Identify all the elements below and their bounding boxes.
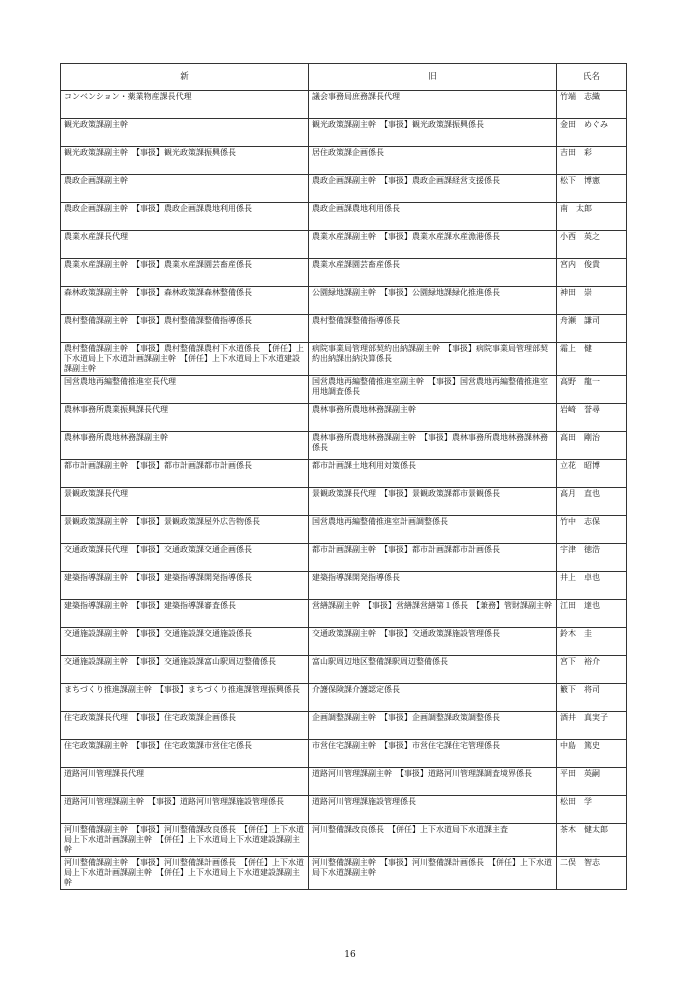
cell-old-position: 河川整備課副主幹 【事扱】河川整備課計画係長 【併任】上下水道局下水道課副主幹 xyxy=(309,857,557,890)
cell-new-position: 都市計画課副主幹 【事扱】都市計画課都市計画係長 xyxy=(61,460,309,488)
cell-person-name: 酒井 真実子 xyxy=(557,712,627,740)
table-body xyxy=(61,91,627,890)
cell-old-position: 国営農地再編整備推進室計画調整係長 xyxy=(309,516,557,544)
cell-old-position: 富山駅周辺地区整備課駅周辺整備係長 xyxy=(309,656,557,684)
cell-new-position: 交通政策課長代理 【事扱】交通政策課交通企画係長 xyxy=(61,544,309,572)
cell-new-position: 農林事務所農地林務課副主幹 xyxy=(61,432,309,460)
cell-old-position: 国営農地再編整備推進室副主幹 【事扱】国営農地再編整備推進室用地調査係長 xyxy=(309,376,557,404)
cell-new-position: 農林事務所農業振興課長代理 xyxy=(61,404,309,432)
table-row xyxy=(61,376,627,404)
cell-new-position: 建築指導課副主幹 【事扱】建築指導課審査係長 xyxy=(61,600,309,628)
cell-new-position: 道路河川管理課長代理 xyxy=(61,768,309,796)
cell-new-position: 交通施設課副主幹 【事扱】交通施設課富山駅周辺整備係長 xyxy=(61,656,309,684)
column-header-new: 新 xyxy=(61,64,309,91)
cell-person-name: 江田 達也 xyxy=(557,600,627,628)
cell-new-position: 農政企画課副主幹 【事扱】農政企画課農地利用係長 xyxy=(61,203,309,231)
cell-person-name: 岩崎 誉尋 xyxy=(557,404,627,432)
table-row xyxy=(61,516,627,544)
table-row xyxy=(61,91,627,119)
cell-old-position: 介護保険課介護認定係長 xyxy=(309,684,557,712)
table-row xyxy=(61,600,627,628)
cell-old-position: 建築指導課開発指導係長 xyxy=(309,572,557,600)
table-row xyxy=(61,712,627,740)
table-row xyxy=(61,315,627,343)
cell-new-position: 交通施設課副主幹 【事扱】交通施設課交通施設係長 xyxy=(61,628,309,656)
cell-old-position: 農業水産課副主幹 【事扱】農業水産課水産漁港係長 xyxy=(309,231,557,259)
cell-new-position: 建築指導課副主幹 【事扱】建築指導課開発指導係長 xyxy=(61,572,309,600)
cell-new-position: コンベンション・薬業物産課長代理 xyxy=(61,91,309,119)
cell-person-name: 高田 剛治 xyxy=(557,432,627,460)
table-row xyxy=(61,231,627,259)
table-row xyxy=(61,147,627,175)
cell-new-position: 住宅政策課長代理 【事扱】住宅政策課企画係長 xyxy=(61,712,309,740)
cell-new-position: 景観政策課副主幹 【事扱】景観政策課屋外広告物係長 xyxy=(61,516,309,544)
cell-old-position: 公園緑地課副主幹 【事扱】公園緑地課緑化推進係長 xyxy=(309,287,557,315)
cell-person-name: 舟瀬 謙司 xyxy=(557,315,627,343)
table-row xyxy=(61,544,627,572)
cell-person-name: 霜上 健 xyxy=(557,343,627,376)
cell-person-name: 籔下 将司 xyxy=(557,684,627,712)
cell-person-name: 小西 英之 xyxy=(557,231,627,259)
table-row xyxy=(61,857,627,890)
cell-new-position: 農政企画課副主幹 xyxy=(61,175,309,203)
cell-new-position: 河川整備課副主幹 【事扱】河川整備課改良係長 【併任】上下水道局上下水道計画課副主幹 【併任】上下水道局上下水道建設課副主幹 xyxy=(61,824,309,857)
cell-new-position: 道路河川管理課副主幹 【事扱】道路河川管理課施設管理係長 xyxy=(61,796,309,824)
cell-new-position: 観光政策課副主幹 xyxy=(61,119,309,147)
cell-new-position: 景観政策課長代理 xyxy=(61,488,309,516)
cell-person-name: 立花 昭博 xyxy=(557,460,627,488)
cell-person-name: 宇津 徳浩 xyxy=(557,544,627,572)
cell-new-position: 農村整備課副主幹 【事扱】農村整備課農村下水道係長 【併任】上下水道局上下水道計画課副主幹 【併任】上下水道局上下水道建設課副主幹 xyxy=(61,343,309,376)
cell-person-name: 茶木 健太郎 xyxy=(557,824,627,857)
cell-person-name: 南 太郎 xyxy=(557,203,627,231)
cell-person-name: 竹中 志保 xyxy=(557,516,627,544)
cell-old-position: 病院事業局管理部契約出納課副主幹 【事扱】病院事業局管理部契約出納課出納決算係長 xyxy=(309,343,557,376)
table-row xyxy=(61,404,627,432)
cell-person-name: 神田 崇 xyxy=(557,287,627,315)
table-row xyxy=(61,796,627,824)
cell-old-position: 営繕課副主幹 【事扱】営繕課営繕第１係長 【兼務】管財課副主幹 xyxy=(309,600,557,628)
table-row xyxy=(61,740,627,768)
cell-person-name: 金田 めぐみ xyxy=(557,119,627,147)
cell-person-name: 竹端 志織 xyxy=(557,91,627,119)
table-row xyxy=(61,343,627,376)
cell-old-position: 河川整備課改良係長 【併任】上下水道局下水道課主査 xyxy=(309,824,557,857)
cell-new-position: 河川整備課副主幹 【事扱】河川整備課計画係長 【併任】上下水道局上下水道計画課副主幹 【併任】上下水道局上下水道建設課副主幹 xyxy=(61,857,309,890)
cell-person-name: 吉田 彩 xyxy=(557,147,627,175)
cell-old-position: 道路河川管理課副主幹 【事扱】道路河川管理課調査境界係長 xyxy=(309,768,557,796)
cell-person-name: 宮下 裕介 xyxy=(557,656,627,684)
cell-old-position: 農業水産課園芸畜産係長 xyxy=(309,259,557,287)
cell-person-name: 高野 龍一 xyxy=(557,376,627,404)
table-row xyxy=(61,628,627,656)
table-row xyxy=(61,572,627,600)
table-row xyxy=(61,768,627,796)
table-row xyxy=(61,824,627,857)
table-header-row xyxy=(61,64,627,91)
table-row xyxy=(61,203,627,231)
cell-old-position: 都市計画課副主幹 【事扱】都市計画課都市計画係長 xyxy=(309,544,557,572)
cell-new-position: 住宅政策課副主幹 【事扱】住宅政策課市営住宅係長 xyxy=(61,740,309,768)
cell-person-name: 中島 篤史 xyxy=(557,740,627,768)
cell-old-position: 農林事務所農地林務課副主幹 xyxy=(309,404,557,432)
cell-new-position: 農業水産課副主幹 【事扱】農業水産課園芸畜産係長 xyxy=(61,259,309,287)
column-header-name: 氏名 xyxy=(557,64,627,91)
cell-person-name: 鈴木 圭 xyxy=(557,628,627,656)
table-row xyxy=(61,119,627,147)
cell-old-position: 農村整備課整備指導係長 xyxy=(309,315,557,343)
column-header-old: 旧 xyxy=(309,64,557,91)
cell-new-position: 農村整備課副主幹 【事扱】農村整備課整備指導係長 xyxy=(61,315,309,343)
cell-old-position: 居住政策課企画係長 xyxy=(309,147,557,175)
table-row xyxy=(61,259,627,287)
table-row xyxy=(61,656,627,684)
table-row xyxy=(61,684,627,712)
cell-person-name: 二俣 智志 xyxy=(557,857,627,890)
cell-new-position: 観光政策課副主幹 【事扱】観光政策課振興係長 xyxy=(61,147,309,175)
cell-person-name: 平田 英嗣 xyxy=(557,768,627,796)
cell-old-position: 市営住宅課副主幹 【事扱】市営住宅課住宅管理係長 xyxy=(309,740,557,768)
personnel-table-container xyxy=(60,63,626,890)
table-row xyxy=(61,175,627,203)
table-row xyxy=(61,432,627,460)
table-row xyxy=(61,287,627,315)
table-row xyxy=(61,488,627,516)
cell-new-position: まちづくり推進課副主幹 【事扱】まちづくり推進課管理振興係長 xyxy=(61,684,309,712)
cell-person-name: 高月 直也 xyxy=(557,488,627,516)
cell-old-position: 企画調整課副主幹 【事扱】企画調整課政策調整係長 xyxy=(309,712,557,740)
cell-old-position: 景観政策課長代理 【事扱】景観政策課都市景観係長 xyxy=(309,488,557,516)
personnel-table xyxy=(60,63,627,890)
page-number: 16 xyxy=(344,950,356,960)
cell-person-name: 井上 卓也 xyxy=(557,572,627,600)
cell-person-name: 松田 学 xyxy=(557,796,627,824)
cell-new-position: 森林政策課副主幹 【事扱】森林政策課森林整備係長 xyxy=(61,287,309,315)
cell-old-position: 農政企画課農地利用係長 xyxy=(309,203,557,231)
cell-old-position: 観光政策課副主幹 【事扱】観光政策課振興係長 xyxy=(309,119,557,147)
cell-person-name: 松下 博憲 xyxy=(557,175,627,203)
cell-old-position: 農政企画課副主幹 【事扱】農政企画課経営支援係長 xyxy=(309,175,557,203)
cell-old-position: 道路河川管理課施設管理係長 xyxy=(309,796,557,824)
cell-old-position: 都市計画課土地利用対策係長 xyxy=(309,460,557,488)
cell-old-position: 農林事務所農地林務課副主幹 【事扱】農林事務所農地林務課林務係長 xyxy=(309,432,557,460)
cell-old-position: 議会事務局庶務課長代理 xyxy=(309,91,557,119)
cell-person-name: 宮内 俊貴 xyxy=(557,259,627,287)
cell-new-position: 国営農地再編整備推進室長代理 xyxy=(61,376,309,404)
cell-old-position: 交通政策課副主幹 【事扱】交通政策課施設管理係長 xyxy=(309,628,557,656)
table-row xyxy=(61,460,627,488)
cell-new-position: 農業水産課長代理 xyxy=(61,231,309,259)
